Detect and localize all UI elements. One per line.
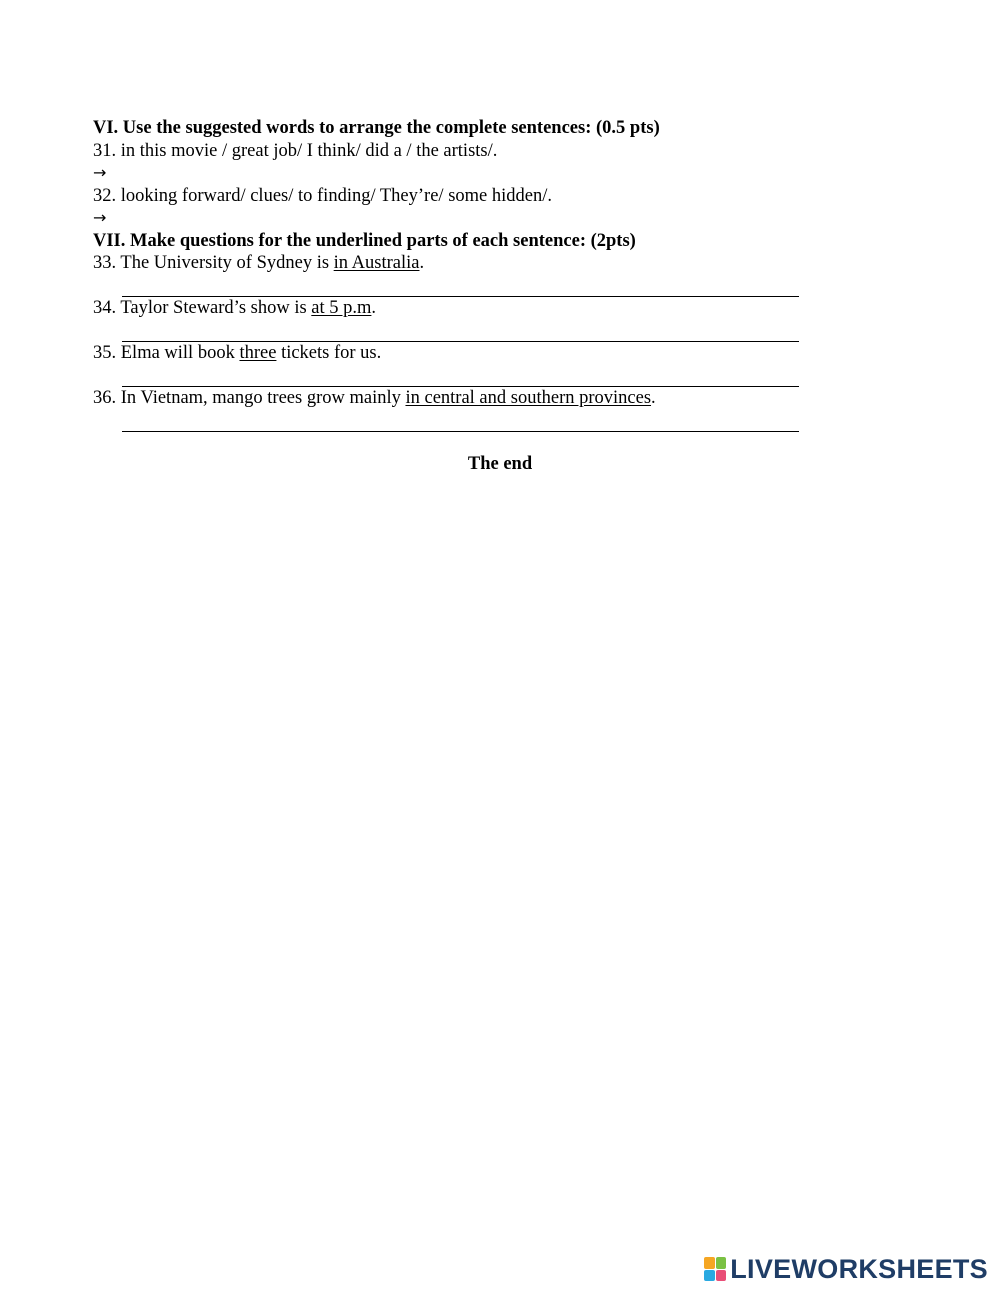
question-36: [93, 387, 813, 410]
q35-text: 35. Elma will book: [93, 343, 240, 363]
question-35: [93, 342, 813, 365]
answer-32-arrow: →: [93, 208, 107, 227]
q36-underlined: in central and southern provinces: [405, 388, 652, 408]
question-33: [93, 252, 813, 275]
q34-text: 34. Taylor Steward’s show is: [93, 298, 312, 318]
end-text: The end: [467, 454, 533, 474]
q34-end: .: [371, 298, 377, 318]
worksheet: [93, 117, 813, 432]
liveworksheets-logo: [704, 1256, 988, 1282]
question-34: [93, 297, 813, 320]
logo-tile-1: [704, 1257, 715, 1269]
q36-text: 36. In Vietnam, mango trees grow mainly: [93, 388, 406, 408]
q33-underlined: in Australia: [333, 253, 420, 273]
q35-end: tickets for us.: [276, 343, 382, 363]
q33-end: .: [419, 253, 425, 273]
logo-tile-2: [716, 1257, 727, 1269]
answer-31-arrow: →: [93, 163, 107, 182]
question-31: 31. in this movie / great job/ I think/ did a / the artists/.: [93, 140, 498, 161]
answer-line-35[interactable]: [122, 365, 799, 388]
q36-end: .: [651, 388, 656, 408]
logo-tile-3: [704, 1270, 715, 1282]
q35-underlined: three: [239, 343, 277, 363]
answer-line-36[interactable]: [122, 410, 799, 433]
q33-text: 33. The University of Sydney is: [93, 253, 334, 273]
question-32: 32. looking forward/ clues/ to finding/ They’re/ some hidden/.: [93, 185, 552, 206]
section-6-heading: VI. Use the suggested words to arrange the complete sentences: (0.5 pts): [93, 118, 660, 138]
answer-line-34[interactable]: [122, 320, 799, 343]
logo-tile-4: [716, 1270, 727, 1282]
liveworksheets-icon: [704, 1257, 726, 1281]
brand-name: LIVEWORKSHEETS: [730, 1254, 988, 1284]
section-7-heading: VII. Make questions for the underlined parts of each sentence: (2pts): [93, 230, 636, 251]
q34-underlined: at 5 p.m: [311, 298, 372, 318]
answer-line-33[interactable]: [122, 275, 799, 298]
